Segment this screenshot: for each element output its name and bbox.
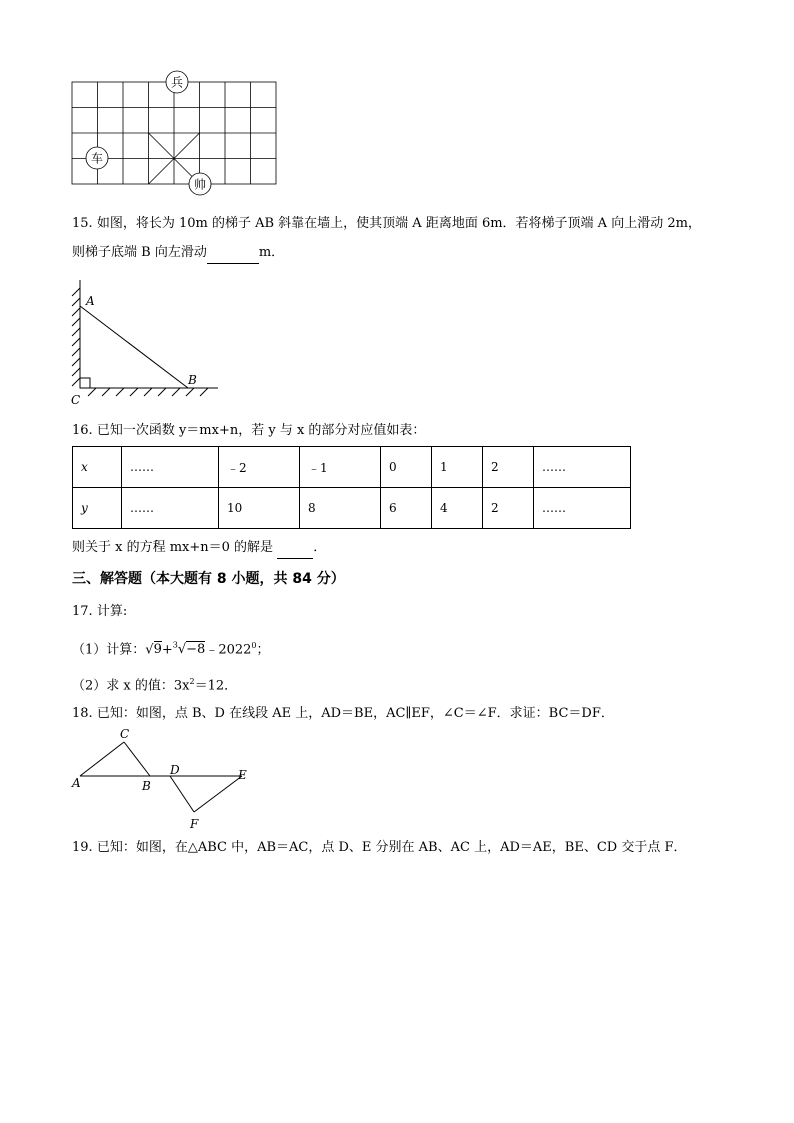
table-cell: 0 xyxy=(381,447,432,488)
table-row-x xyxy=(73,447,631,488)
label-B: B xyxy=(142,779,151,793)
label-A: A xyxy=(72,776,81,790)
q16-followup xyxy=(72,538,326,559)
q19-text: 已知：如图，在△ABC 中，AB＝AC，点 D、E 分别在 AB、AC 上，AD＝AE，BE、CD 交于点 F． xyxy=(96,840,687,855)
chess-board-figure xyxy=(62,62,292,202)
q16-answer-blank xyxy=(277,538,313,559)
table-cell: 2 xyxy=(483,488,534,529)
label-C: C xyxy=(120,727,130,741)
table-cell: 10 xyxy=(219,488,300,529)
q15-number: 15. xyxy=(72,216,93,231)
piece-chariot xyxy=(86,147,108,169)
q15-line2 xyxy=(72,243,284,264)
cbrt-index: 3 xyxy=(172,641,178,650)
q17-number: 17. xyxy=(72,604,93,619)
zero-exponent: 0 xyxy=(251,641,257,650)
q17-part1 xyxy=(72,636,270,660)
table-row-y xyxy=(73,488,631,529)
q19-line xyxy=(72,838,686,858)
q18-number: 18. xyxy=(72,706,93,721)
table-cell: …… xyxy=(534,488,631,529)
svg-text:帅: 帅 xyxy=(193,177,207,192)
q17-part1-end: ； xyxy=(256,642,270,658)
q17-title-line xyxy=(72,602,127,622)
q18-text: 已知：如图，点 B、D 在线段 AE 上，AD＝BE，AC∥EF，∠C＝∠F．求证：BC＝DF． xyxy=(96,706,614,721)
q19-number: 19. xyxy=(72,840,93,855)
radical-sign: √ xyxy=(145,642,154,658)
sqrt-argument: 9 xyxy=(153,642,162,658)
table-cell: y xyxy=(73,488,122,529)
label-A: A xyxy=(86,294,95,308)
q15-text-line1: 如图，将长为 10m 的梯子 AB 斜靠在墙上，使其顶端 A 距离地面 6m．若将梯子顶端 A 向上滑动 2m， xyxy=(96,216,701,231)
label-B: B xyxy=(188,373,197,387)
triangles-figure xyxy=(66,722,266,832)
table-cell: …… xyxy=(122,488,219,529)
label-E: E xyxy=(238,768,247,782)
q16-followup-text: 则关于 x 的方程 mx+n＝0 的解是 xyxy=(72,540,274,555)
table-cell: 2 xyxy=(483,447,534,488)
label-D: D xyxy=(170,763,180,777)
sqrt-expression xyxy=(145,641,162,657)
svg-text:兵: 兵 xyxy=(170,75,184,90)
table-cell: 1 xyxy=(432,447,483,488)
table-cell: …… xyxy=(122,447,219,488)
ladder-figure xyxy=(66,278,226,408)
q16-followup-end: ． xyxy=(313,540,327,555)
value-table xyxy=(72,446,631,529)
table-cell: 8 xyxy=(300,488,381,529)
piece-soldier xyxy=(166,71,188,93)
piece-general xyxy=(189,173,211,195)
q18-line xyxy=(72,704,614,724)
section-heading: 三、解答题（本大题有 8 小题，共 84 分） xyxy=(72,571,345,587)
q17-part2-rhs: ＝12． xyxy=(194,678,238,694)
table-cell: …… xyxy=(534,447,631,488)
q15-line1 xyxy=(72,214,701,234)
q17-part2 xyxy=(72,672,237,696)
q16-prompt: 已知一次函数 y＝mx+n，若 y 与 x 的部分对应值如表： xyxy=(96,423,426,438)
svg-text:车: 车 xyxy=(90,151,104,166)
table-cell: x xyxy=(73,447,122,488)
q15-answer-blank xyxy=(207,243,259,264)
table-cell: ﹣2 xyxy=(219,447,300,488)
table-cell: 4 xyxy=(432,488,483,529)
cbrt-argument: −8 xyxy=(186,642,206,658)
minus-year: ﹣2022 xyxy=(205,642,252,658)
q16-prompt-line xyxy=(72,421,425,441)
q17-part1-label: （1）计算： xyxy=(72,642,146,658)
plus-sign: + xyxy=(161,642,173,658)
q17-title: 计算: xyxy=(96,604,128,619)
q17-part2-text: （2）求 x 的值：3x xyxy=(72,678,190,694)
table-cell: ﹣1 xyxy=(300,447,381,488)
label-F: F xyxy=(190,817,199,831)
table-cell: 6 xyxy=(381,488,432,529)
cbrt-expression xyxy=(173,642,206,657)
square-exponent: 2 xyxy=(189,677,195,686)
q15-text-line2: 则梯子底端 B 向左滑动 xyxy=(72,245,207,260)
radical-sign: √ xyxy=(177,642,187,658)
q15-unit: m． xyxy=(258,245,285,260)
q16-number: 16. xyxy=(72,423,93,438)
label-C: C xyxy=(71,393,81,407)
